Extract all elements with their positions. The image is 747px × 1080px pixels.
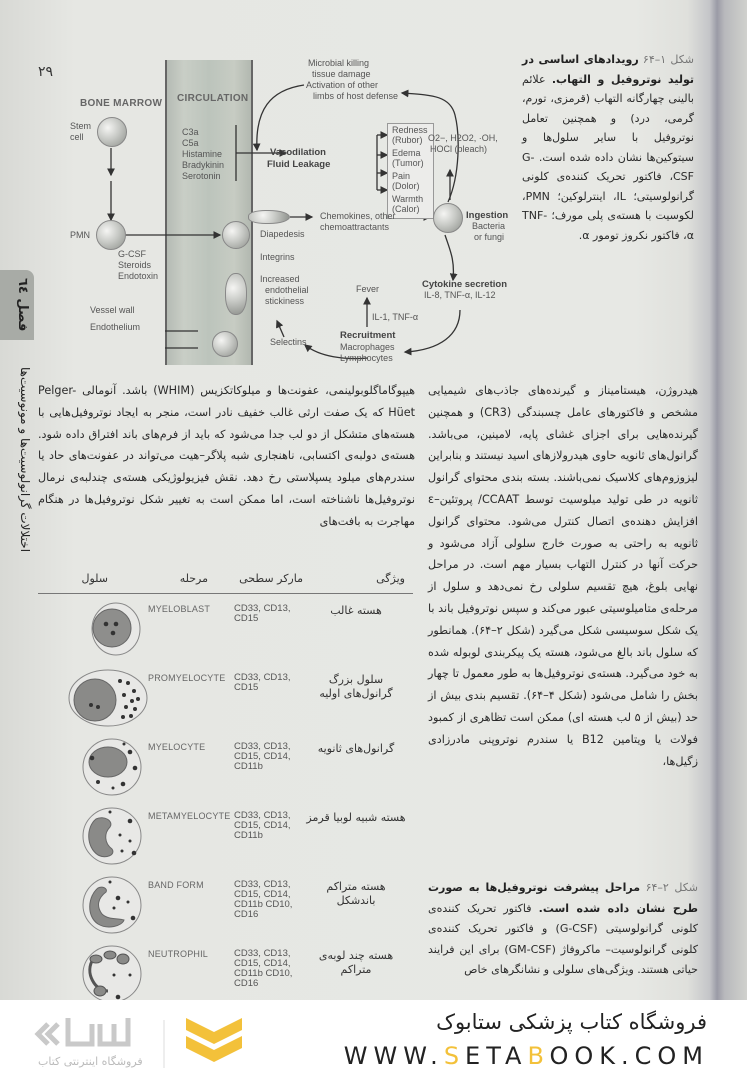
store-banner	[0, 1000, 747, 1080]
myelocyte-cell-icon	[68, 738, 148, 796]
sign-redness: Redness	[392, 125, 428, 135]
sign-edema: Edema	[392, 148, 421, 158]
mediator-bradykinin: Bradykinin	[182, 160, 225, 170]
ingestion-label: Ingestion	[466, 210, 509, 221]
url-part: OOK.COM	[549, 1042, 709, 1070]
bone-marrow-label: BONE MARROW	[80, 98, 163, 109]
marker-label: CD33, CD13, CD15	[234, 603, 291, 624]
neutrophil-stages-table	[38, 568, 413, 1000]
host-defense-line-1: Microbial killing	[308, 58, 370, 68]
ingestion-cell-icon	[433, 203, 463, 233]
stage-label: BAND FORM	[148, 880, 204, 890]
pmn-factor-2: Steroids	[118, 260, 152, 270]
rolling-pmn-icon	[212, 331, 238, 357]
circulating-pmn-icon	[222, 221, 250, 249]
url-highlight: B	[527, 1042, 550, 1070]
ingestion-sub-1: Bacteria	[472, 221, 506, 231]
stage-label: MYELOCYTE	[148, 742, 206, 752]
feature-label: هسته چند لوبه‌ی متراکم	[318, 949, 394, 976]
mediator-histamine: Histamine	[182, 149, 223, 159]
recruitment-sub-2: Lymphocytes	[340, 353, 393, 363]
host-defense-line-3: Activation of other	[306, 80, 379, 90]
ingestion-sub-2: or fungi	[474, 232, 505, 242]
header-marker: مارکر سطحی	[239, 572, 303, 585]
table-row	[38, 663, 413, 732]
marker-label: CD33, CD13, CD15, CD14, CD11b CD10, CD16	[234, 879, 293, 920]
table-header	[38, 568, 413, 594]
stage-label: METAMYELOCYTE	[148, 811, 231, 821]
diapedesis-label: Diapedesis	[260, 229, 305, 239]
sign-warmth: Warmth	[392, 194, 424, 204]
feature-label: هسته غالب	[330, 604, 382, 617]
table-row	[38, 870, 413, 939]
caption-body: علائم بالینی چهارگانه التهاب (قرمزی، تورم، گرمی، درد) و همچنین تعامل نوتروفیل با سایر سلول‌ها و سیتوکین‌ها نشان داده شده است. G-CSF، فاکتور تحریک کننده‌ی کلونی گرانولوسیتی؛ IL، اینترلوکین؛ PMN، لکوسیت با هسته‌ی پلی مورف؛ TNF-α، فاکتور نکروز تومور α.	[522, 72, 694, 242]
mediator-c5a: C5a	[182, 138, 199, 148]
stem-cell-icon	[97, 117, 127, 147]
stage-label: MYELOBLAST	[148, 604, 211, 614]
sign-tumor: (Tumor)	[392, 158, 424, 168]
figure-64-2-caption	[428, 878, 698, 981]
url-part: ETA	[465, 1042, 528, 1070]
sign-pain: Pain	[392, 171, 411, 181]
endothelium-label: Endothelium	[90, 322, 141, 332]
header-stage: مرحله	[179, 572, 208, 585]
body-text-right-column: هیدروژن، هیستامیناز و گیرنده‌های جاذب‌های شیمیایی مشخص و فاکتورهای عامل چسبندگی (CR3) و همچنین گیرنده‌هایی برای اجزای غشای پایه، لامینین، می‌باشد. گرانول‌های ثانویه حاوی هیدرولازهای اسید نیستند و بنابراین لیزوزوم‌های کلاسیک نمی‌باشند. بسته بندی محتوای گرانول ثانویه در طی تولید میلوسیت توسط CCAAT/ پروتئین–ε افزایش دهنده‌ی اتصال کنترل می‌شود. محتوای گرانول ثانویه به راحتی به صورت خارج سلولی آزاد می‌شود و حرکت آنها در کنترل التهاب بسیار مهم است. در مراحل نهایی بلوغ، هیچ تقسیم سلولی رخ نمی‌دهد و سلول از مرحله‌ی متامیلوسیتی عبور می‌کند و سپس نوتروفیل باند با یک شکل سوسیسی شکل می‌گیرد (شکل ۲–۶۴). همانطور که سلول باند بالغ می‌شود، هسته یک پیکربندی لوبوله شده به خود می‌گیرد. هسته‌ی نوتروفیل‌ها به طور معمول تا چهار بخش را شامل می‌شود (شکل ۴–۶۴). تقسیم بندی بیش از حد (بیش از ۵ لب هسته ای) ممکن است تظاهری از کمبود فولات یا ویتامین B12 یا سندرم نوتروپنی مادرزادی زگیل‌ها،	[428, 384, 698, 768]
marker-label: CD33, CD13, CD15, CD14, CD11b	[234, 810, 291, 841]
chemokines-line-2: chemoattractants	[320, 222, 390, 232]
figure-number: شکل ۱–۶۴	[642, 53, 695, 66]
stage-label: NEUTROPHIL	[148, 949, 209, 959]
feature-label: گرانول‌های ثانویه	[317, 742, 395, 755]
figure-64-1-diagram	[50, 55, 520, 365]
promyelocyte-cell-icon	[68, 669, 148, 727]
fever-label: Fever	[356, 284, 380, 294]
caption-body: فاکتور تحریک کننده‌ی کلونی گرانولوسیتی (G-CSF) و فاکتور تحریک کننده‌ی کلونی گرانولوسیت– ماکروفاژ (GM-CSF) برای این فرایند حیاتی هستند. ویژگی‌های سلولی و نشانگرهای خاص	[428, 901, 698, 976]
page-number: ۲۹	[38, 64, 54, 80]
neutrophil-cell-icon	[68, 945, 148, 1000]
host-defense-line-2: tissue damage	[312, 69, 371, 79]
table-row	[38, 594, 413, 663]
stage-label: PROMYELOCYTE	[148, 673, 226, 683]
header-feature: ویژگی	[376, 572, 405, 585]
pmn-factor-3: Endotoxin	[118, 271, 159, 281]
stickiness-line-2: endothelial	[265, 285, 309, 295]
pmn-label: PMN	[70, 230, 90, 240]
vessel-wall-label: Vessel wall	[90, 305, 135, 315]
stickiness-line-3: stickiness	[265, 296, 305, 306]
sign-dolor: (Dolor)	[392, 181, 420, 191]
cytokines-label: IL-8, TNF-α, IL-12	[424, 290, 496, 300]
table-row	[38, 939, 413, 1000]
vasodilation-label: Vasodilation	[270, 147, 326, 158]
cytokine-secretion-label: Cytokine secretion	[422, 279, 507, 290]
stickiness-line-1: Increased	[260, 274, 300, 284]
store-url[interactable]	[344, 1042, 709, 1070]
feature-label: سلول بزرگ گرانول‌های اولیه	[319, 673, 393, 700]
caption-title: رویدادهای اساسی در تولید نوتروفیل و التهاب.	[522, 53, 694, 86]
ros-line-1: O2−, H2O2, ·OH,	[428, 133, 498, 143]
body-text-left-column: هیپوگاماگلوبولینمی، عفونت‌ها و میلوکاتکزیس (WHIM) باشد. آنومالی Pelger-Hüet که یک صفت ارثی غالب خفیف نادر است، منجر به ایجاد نوتروفیل‌هایی با هسته‌های متشکل از دو لب جدا می‌شود که باید از فرم‌های باند افتراق داده شود. هسته‌ی دولبه‌ی اکتسابی، ناهنجاری شبه پلاگر–هیت می‌تواند در عفونت‌های حاد یا سندرم‌های میلود یسپلاستی رخ دهد. نقش فیزیولوژیکی هسته‌ی چندلبه‌ی نرمال نوتروفیل‌ها ناشناخته است، اما ممکن است به تغییر شکل نوتروفیل‌ها در هنگام مهاجرت به بافت‌های	[38, 384, 415, 528]
ros-line-2: HOCl (bleach)	[430, 144, 488, 154]
mediator-serotonin: Serotonin	[182, 171, 221, 181]
header-cell: سلول	[81, 572, 108, 585]
caption-title: مراحل پیشرفت نوتروفیل‌ها به صورت طرح نشان داده شده است.	[428, 881, 698, 915]
marker-label: CD33, CD13, CD15	[234, 672, 291, 693]
table-row	[38, 732, 413, 801]
myeloblast-cell-icon	[68, 600, 148, 658]
marker-label: CD33, CD13, CD15, CD14, CD11b	[234, 741, 291, 772]
host-defense-line-4: limbs of host defense	[313, 91, 399, 101]
chapter-tab-label: فصل ٦٤	[15, 278, 30, 332]
url-highlight: S	[443, 1042, 466, 1070]
running-title: اختلالات گرانولوسیت‌ها و مونوسیت‌ها	[18, 367, 32, 553]
chemokines-line-1: Chemokines, other	[320, 211, 396, 221]
figure-number: شکل ۲–۶۴	[645, 881, 699, 894]
integrins-label: Integrins	[260, 252, 295, 262]
url-part: WWW.	[343, 1042, 444, 1070]
recruitment-sub-1: Macrophages	[340, 342, 395, 352]
stem-cell-label: Stem cell	[70, 121, 92, 142]
circulation-label: CIRCULATION	[177, 93, 249, 104]
recruitment-label: Recruitment	[340, 330, 396, 341]
diapedesis-cell-icon	[248, 210, 290, 224]
fluid-leakage-label: Fluid Leakage	[267, 159, 331, 170]
metamyelocyte-cell-icon	[68, 807, 148, 865]
figure-64-1-caption	[522, 50, 694, 245]
band-form-cell-icon	[68, 876, 148, 934]
il1-label: IL-1, TNF-α	[372, 312, 419, 322]
store-name: فروشگاه کتاب پزشکی ستابوک	[436, 1010, 707, 1034]
logo-subtitle: فروشگاه اینترنتی کتاب	[38, 1055, 143, 1068]
feature-label: هسته شبیه لوبیا قرمز	[306, 811, 406, 824]
adhering-pmn-icon	[225, 273, 247, 315]
table-row	[38, 801, 413, 870]
pmn-factor-1: G-CSF	[118, 249, 146, 259]
sign-calor: (Calor)	[392, 204, 420, 214]
pmn-cell-icon	[96, 220, 126, 250]
mediator-c3a: C3a	[182, 127, 199, 137]
feature-label: هسته متراکم باندشکل	[326, 880, 386, 907]
marker-label: CD33, CD13, CD15, CD14, CD11b CD10, CD16	[234, 948, 293, 989]
sign-rubor: (Rubor)	[392, 135, 423, 145]
selectins-label: Selectins	[270, 337, 307, 347]
